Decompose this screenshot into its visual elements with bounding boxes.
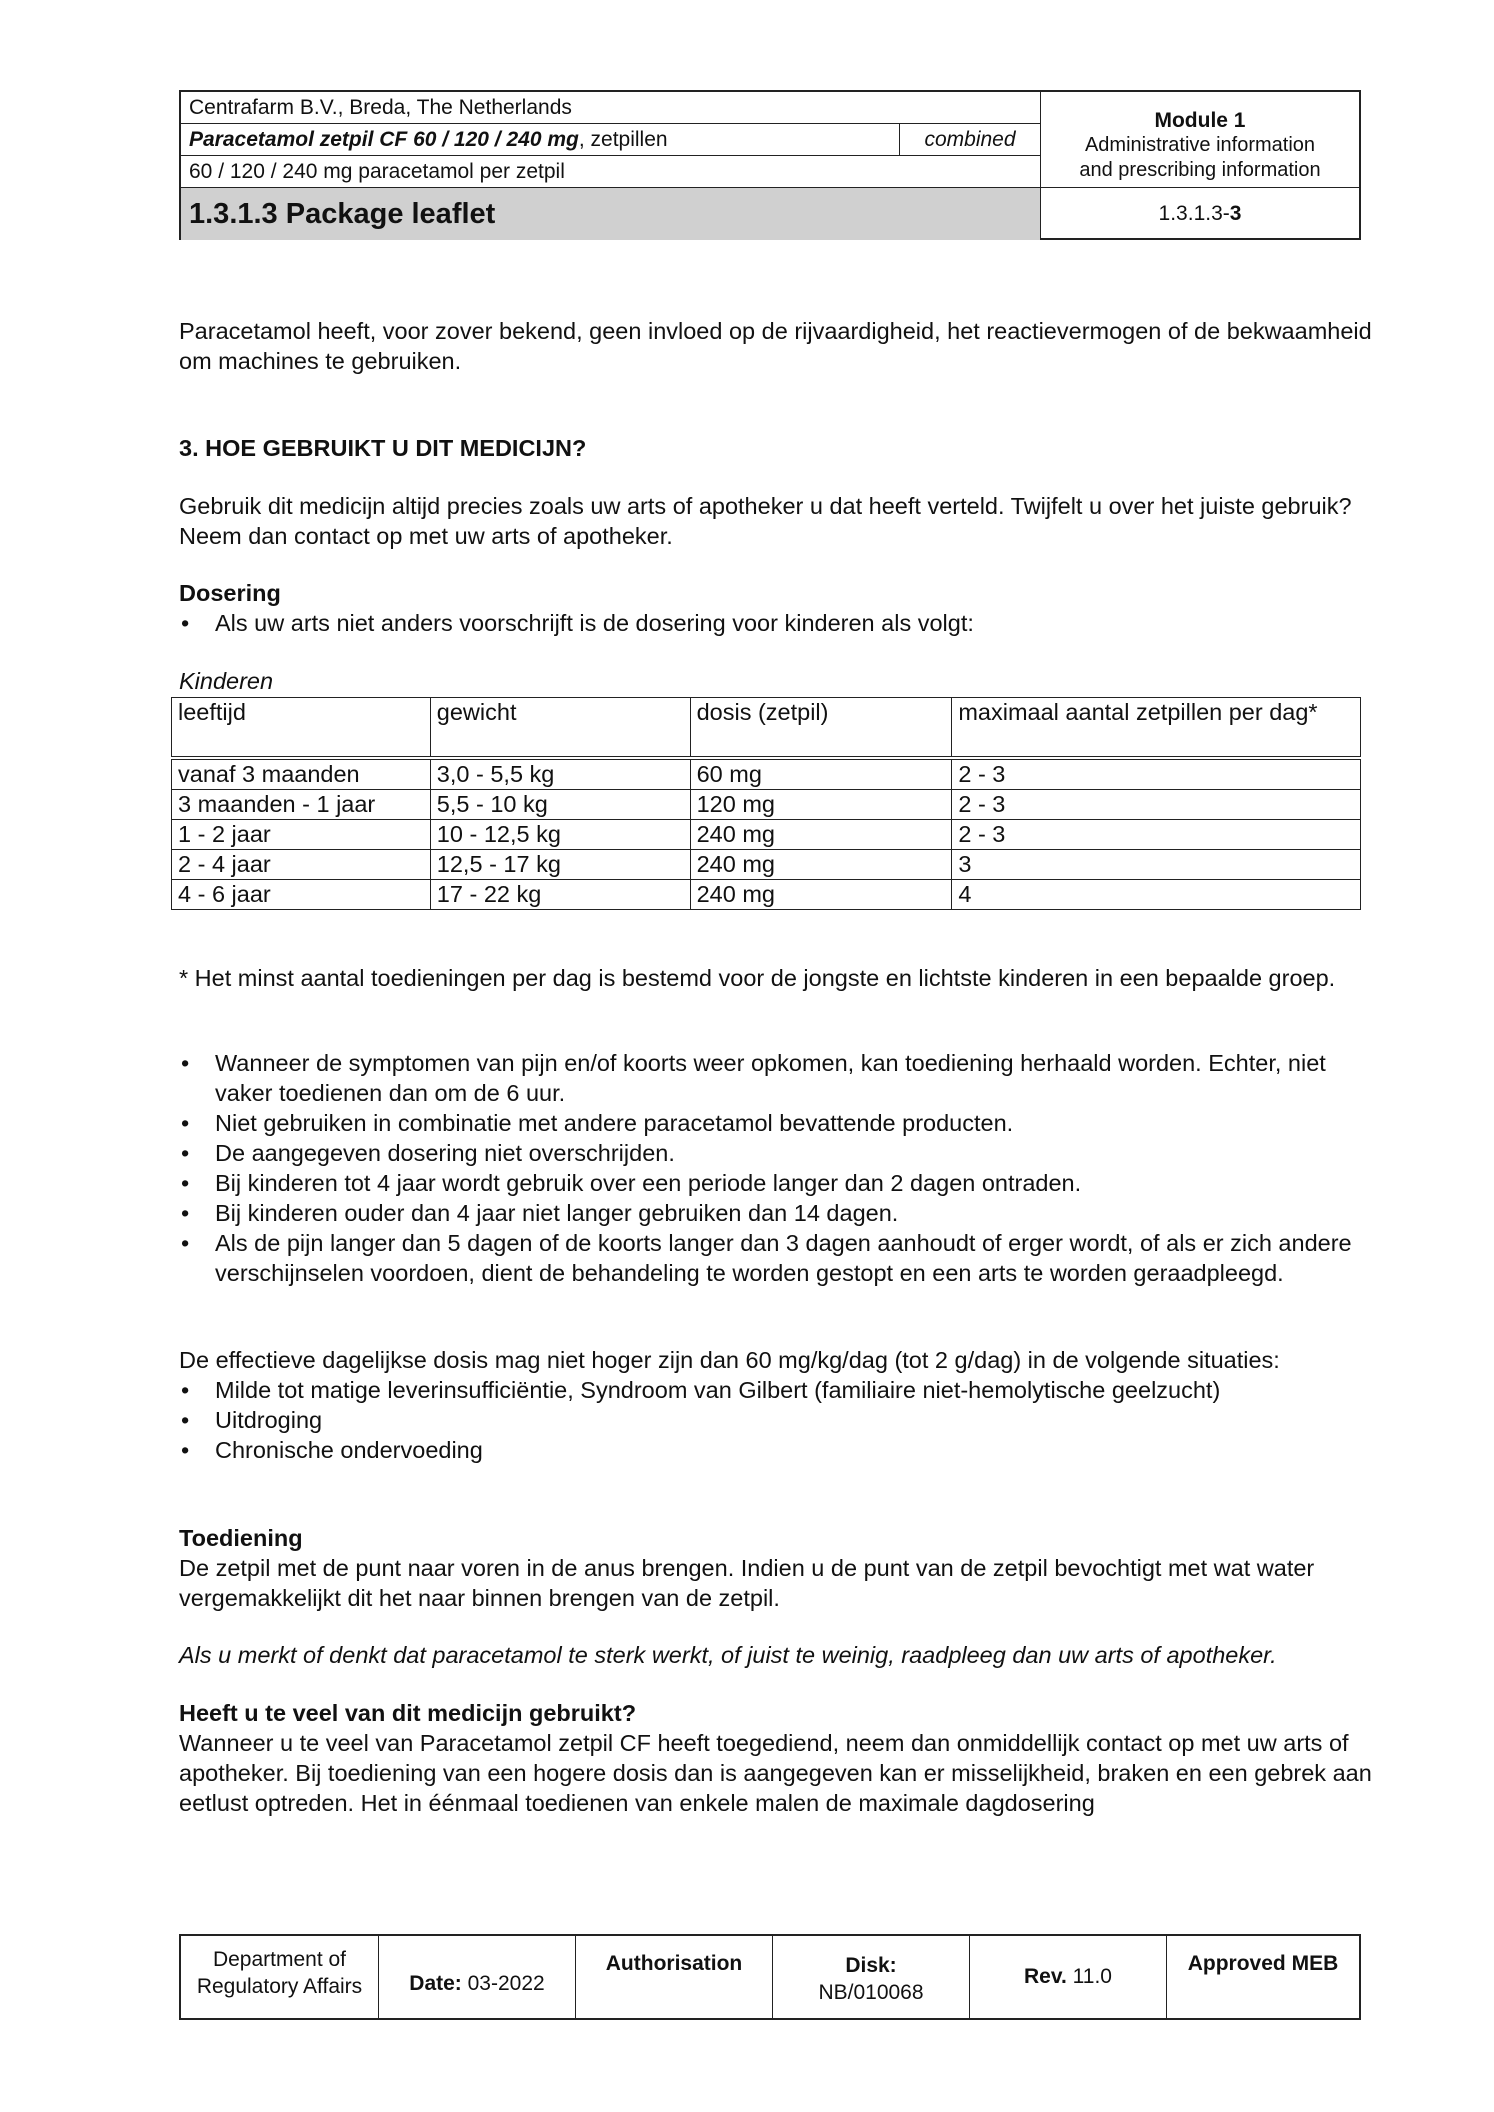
combined-label: combined: [899, 124, 1040, 156]
module-info: [1040, 92, 1359, 188]
table-cell: 1 - 2 jaar: [172, 820, 431, 850]
table-cell: 12,5 - 17 kg: [430, 850, 690, 880]
page-reference: 1.3.1.3- 3: [1040, 188, 1359, 240]
module-line-1: Administrative information: [1084, 134, 1316, 156]
column-header: leeftijd: [172, 698, 431, 759]
dosage-table: [171, 697, 1361, 910]
table-caption: Kinderen: [179, 668, 274, 694]
table-cell: 240 mg: [690, 880, 952, 910]
department-cell: Department of Regulatory Affairs: [181, 1936, 379, 2018]
toediening-paragraph: De zetpil met de punt naar voren in de anus brengen. Indien u de punt van de zetpil bevochtigt met wat water vergemakkelijkt dit het naar binnen brengen van de zetpil.: [179, 1555, 1315, 1611]
overdose-heading: Heeft u te veel van dit medicijn gebruikt?: [179, 1700, 637, 1726]
section-3-paragraph: Gebruik dit medicijn altijd precies zoals uw arts of apotheker u dat heeft verteld. Twijfelt u over het juiste gebruik? Neem dan contact op met uw arts of apotheker.: [179, 493, 1352, 549]
table-cell: 17 - 22 kg: [430, 880, 690, 910]
dosering-heading: Dosering: [179, 580, 281, 606]
italic-note: Als u merkt of denkt dat paracetamol te sterk werkt, of juist te weinig, raadpleeg dan uw arts of apotheker.: [179, 1642, 1277, 1668]
effective-dose-paragraph: De effectieve dagelijkse dosis mag niet hoger zijn dan 60 mg/kg/dag (tot 2 g/dag) in de volgende situaties: • Milde tot matige leverinsufficiëntie, Syndroom van Gilbert (familiaire niet-hemolytische geelzucht) • Uitdroging • Chronische ondervoeding: [179, 1345, 1379, 1465]
table-row: [172, 790, 1361, 820]
product-strength: 60 / 120 / 240 mg paracetamol per zetpil: [181, 156, 1040, 188]
list-item: • Als de pijn langer dan 5 dagen of de koorts langer dan 3 dagen aanhoudt of erger wordt, of als er zich andere verschijnselen voordoen, dient de behandeling te worden gestopt en een arts te worden geraadpleegd.: [179, 1228, 1379, 1288]
section-3-heading: 3. HOE GEBRUIKT U DIT MEDICIJN?: [179, 435, 587, 461]
column-header: gewicht: [430, 698, 690, 759]
list-item: • Als uw arts niet anders voorschrijft is de dosering voor kinderen als volgt:: [179, 608, 1379, 638]
list-item: • De aangegeven dosering niet overschrijden.: [179, 1138, 1379, 1168]
table-cell: 2 - 3: [952, 758, 1361, 790]
usage-bullets: [179, 1048, 1379, 1288]
document-footer: [179, 1934, 1361, 2020]
dosering-list: [179, 608, 1379, 638]
table-cell: 2 - 3: [952, 820, 1361, 850]
table-row: [172, 820, 1361, 850]
column-header: dosis (zetpil): [690, 698, 952, 759]
toediening-heading: Toediening: [179, 1525, 303, 1551]
module-title: Module 1: [1154, 109, 1246, 132]
intro-paragraph: Paracetamol heeft, voor zover bekend, geen invloed op de rijvaardigheid, het reactievermogen of de bekwaamheid om machines te gebruiken.: [179, 318, 1372, 374]
table-cell: 2 - 3: [952, 790, 1361, 820]
table-cell: vanaf 3 maanden: [172, 758, 431, 790]
table-cell: 5,5 - 10 kg: [430, 790, 690, 820]
table-cell: 3 maanden - 1 jaar: [172, 790, 431, 820]
product-name-row: [181, 124, 1040, 156]
overdose-paragraph: Wanneer u te veel van Paracetamol zetpil CF heeft toegediend, neem dan onmiddellijk contact op met uw arts of apotheker. Bij toediening van een hogere dosis dan is aangegeven kan er misselijkheid, braken en een gebrek aan eetlust optreden. Het in éénmaal toedienen van enkele malen de maximale dagdosering: [179, 1730, 1372, 1816]
table-cell: 4 - 6 jaar: [172, 880, 431, 910]
page-number: 3: [1229, 202, 1242, 225]
module-line-2: and prescribing information: [1079, 159, 1321, 181]
table-cell: 240 mg: [690, 820, 952, 850]
table-cell: 120 mg: [690, 790, 952, 820]
table-cell: 10 - 12,5 kg: [430, 820, 690, 850]
approved-cell: Approved MEB: [1187, 1952, 1339, 1975]
table-cell: 3,0 - 5,5 kg: [430, 758, 690, 790]
disk-cell: Disk: NB/010068: [773, 1936, 970, 2018]
list-item: • Chronische ondervoeding: [179, 1435, 1379, 1465]
table-header-row: [172, 698, 1361, 759]
list-item: • Wanneer de symptomen van pijn en/of koorts weer opkomen, kan toediening herhaald worden. Echter, niet vaker toedienen dan om de 6 uur.: [179, 1048, 1379, 1108]
table-cell: 3: [952, 850, 1361, 880]
section-title: 1.3.1.3 Package leaflet: [181, 188, 1040, 240]
revision-cell: Rev. 11.0: [970, 1936, 1167, 2018]
product-name: Paracetamol zetpil CF 60 / 120 / 240 mg, zetpillen: [189, 127, 668, 151]
list-item: • Bij kinderen ouder dan 4 jaar niet langer gebruiken dan 14 dagen.: [179, 1198, 1379, 1228]
list-item: • Niet gebruiken in combinatie met andere paracetamol bevattende producten.: [179, 1108, 1379, 1138]
company-name: Centrafarm B.V., Breda, The Netherlands: [181, 92, 1040, 124]
table-footnote: * Het minst aantal toedieningen per dag is bestemd voor de jongste en lichtste kinderen in een bepaalde groep.: [179, 965, 1336, 991]
table-row: [172, 758, 1361, 790]
table-cell: 2 - 4 jaar: [172, 850, 431, 880]
authorisation-cell: Authorisation: [576, 1936, 773, 2018]
column-header: maximaal aantal zetpillen per dag*: [952, 698, 1361, 759]
table-row: [172, 880, 1361, 910]
list-item: • Bij kinderen tot 4 jaar wordt gebruik over een periode langer dan 2 dagen ontraden.: [179, 1168, 1379, 1198]
list-item: • Uitdroging: [179, 1405, 1379, 1435]
table-row: [172, 850, 1361, 880]
document-header: [179, 90, 1361, 240]
date-cell: Date: 03-2022: [379, 1936, 576, 2018]
table-cell: 4: [952, 880, 1361, 910]
list-item: • Milde tot matige leverinsufficiëntie, Syndroom van Gilbert (familiaire niet-hemolytische geelzucht): [179, 1375, 1379, 1405]
table-cell: 240 mg: [690, 850, 952, 880]
table-cell: 60 mg: [690, 758, 952, 790]
